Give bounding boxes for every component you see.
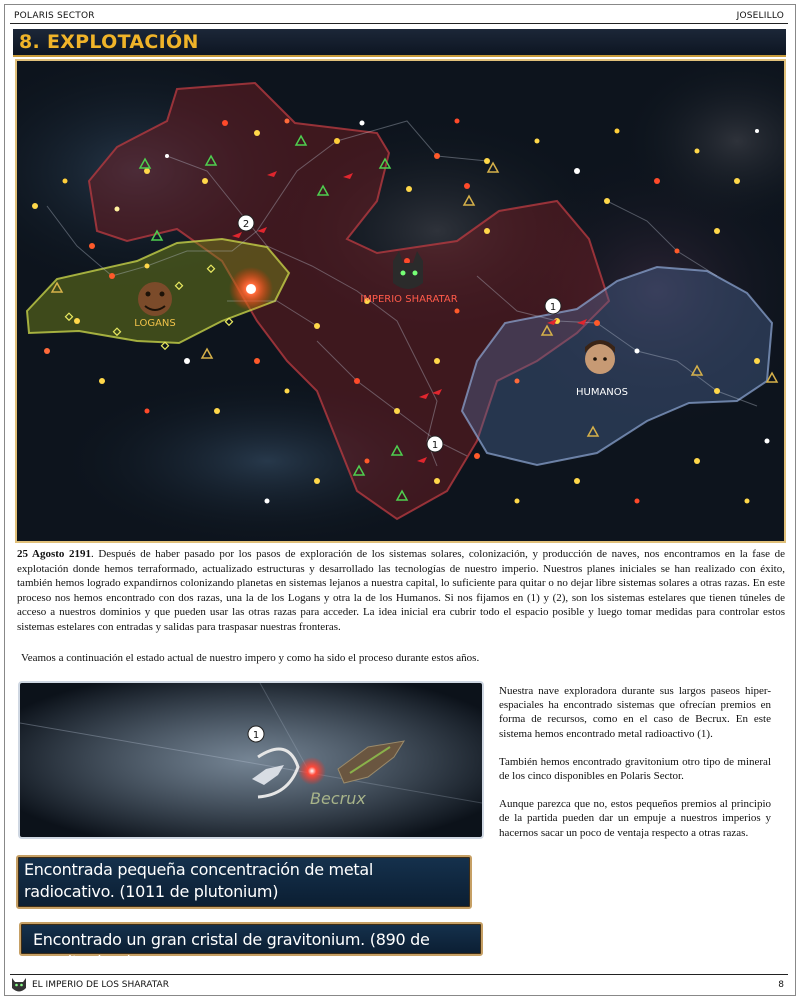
intro-paragraph: [17, 547, 785, 634]
page-number: 8: [778, 980, 784, 990]
becrux-label: Becrux: [310, 789, 366, 808]
humanos-emblem: [585, 340, 615, 374]
marker-2-text: 2: [242, 219, 250, 230]
becrux-svg: [20, 683, 482, 837]
sidebar-text: [499, 684, 771, 854]
marker-1-south: [427, 436, 443, 452]
label-logans: LOGANS: [134, 318, 176, 329]
sidebar-paragraph-2: También hemos encontrado gravitonium otro tipo de mineral de los cinco disponibles en Polaris Sector.: [499, 755, 771, 783]
logans-emblem: [138, 282, 172, 316]
sidebar-paragraph-3: Aunque parezca que no, estos pequeños premios al principio de la partida pueden dar un empuje a nuestros imperios y hacernos sacar un poco de ventaja respecto a otras razas.: [499, 798, 771, 839]
header-author: JOSELILLO: [736, 11, 784, 21]
second-paragraph: Veamos a continuación el estado actual de nuestro impero y como ha sido el proceso durante estos años.: [21, 652, 480, 664]
label-humanos: HUMANOS: [575, 387, 629, 398]
marker-1-south-text: 1: [431, 440, 439, 451]
section-title: 8. EXPLOTACIÓN: [19, 31, 199, 53]
marker-1-east: [545, 298, 561, 314]
intro-date: 25 Agosto 2191: [17, 548, 91, 560]
becrux-screenshot: [18, 681, 484, 839]
running-header: [10, 10, 788, 24]
gravitonium-notification: Encontrado un gran cristal de gravitonium. (890 de gravitonium): [19, 922, 483, 956]
running-footer: [10, 974, 788, 992]
marker-2: [238, 215, 254, 231]
footer-title: EL IMPERIO DE LOS SHARATAR: [32, 980, 169, 990]
section-title-bar: [13, 29, 786, 57]
label-sharatar: IMPERIO SHARATAR: [360, 294, 458, 305]
galaxy-map: [15, 59, 786, 543]
galaxy-map-svg: [17, 61, 784, 541]
becrux-star: [298, 757, 326, 785]
marker-1-east-text: 1: [549, 302, 557, 313]
becrux-marker: 1: [252, 730, 260, 741]
sharatar-head-icon: [10, 976, 28, 996]
plutonium-notification: Encontrada pequeña concentración de metal radiocativo. (1011 de plutonium): [16, 855, 472, 909]
intro-text: . Después de haber pasado por los pasos de exploración de los sistemas solares, colonización, y producción de naves, nos encontramos en la fase de explotación donde hemos terraformado, actualizado estructuras y desarrollado las tecnologías de nuestro imperio. Nuestros planes iniciales se han realizado con éxito, también hemos logrado expandirnos colonizando planetas en sistemas lejanos a nuestra capital, lo suficiente para quitar o no dejar libre sistemas solares a otras razas. En este proceso nos hemos encontrado con dos razas, una la de los Logans y otra la de los Humanos. Si nos fijamos en (1) y (2), son los sistemas estelares que tienen túneles de acceso a nuestros dominios y que pueden usar las otras razas para acceder. La idea inicial era cubrir todo el espacio posible y luego tomar medidas para controlar estos sistemas estelares con entradas y salidas para traspasar nuestras fronteras.: [17, 548, 786, 633]
sidebar-paragraph-1: Nuestra nave exploradora durante sus largos paseos hiper-espaciales ha encontrado sistemas que ofrecían premios en forma de recursos, como en el caso de Becrux. En este sistema hemos encontrado metal radioactivo (1).: [499, 685, 771, 740]
header-title: POLARIS SECTOR: [14, 11, 95, 21]
